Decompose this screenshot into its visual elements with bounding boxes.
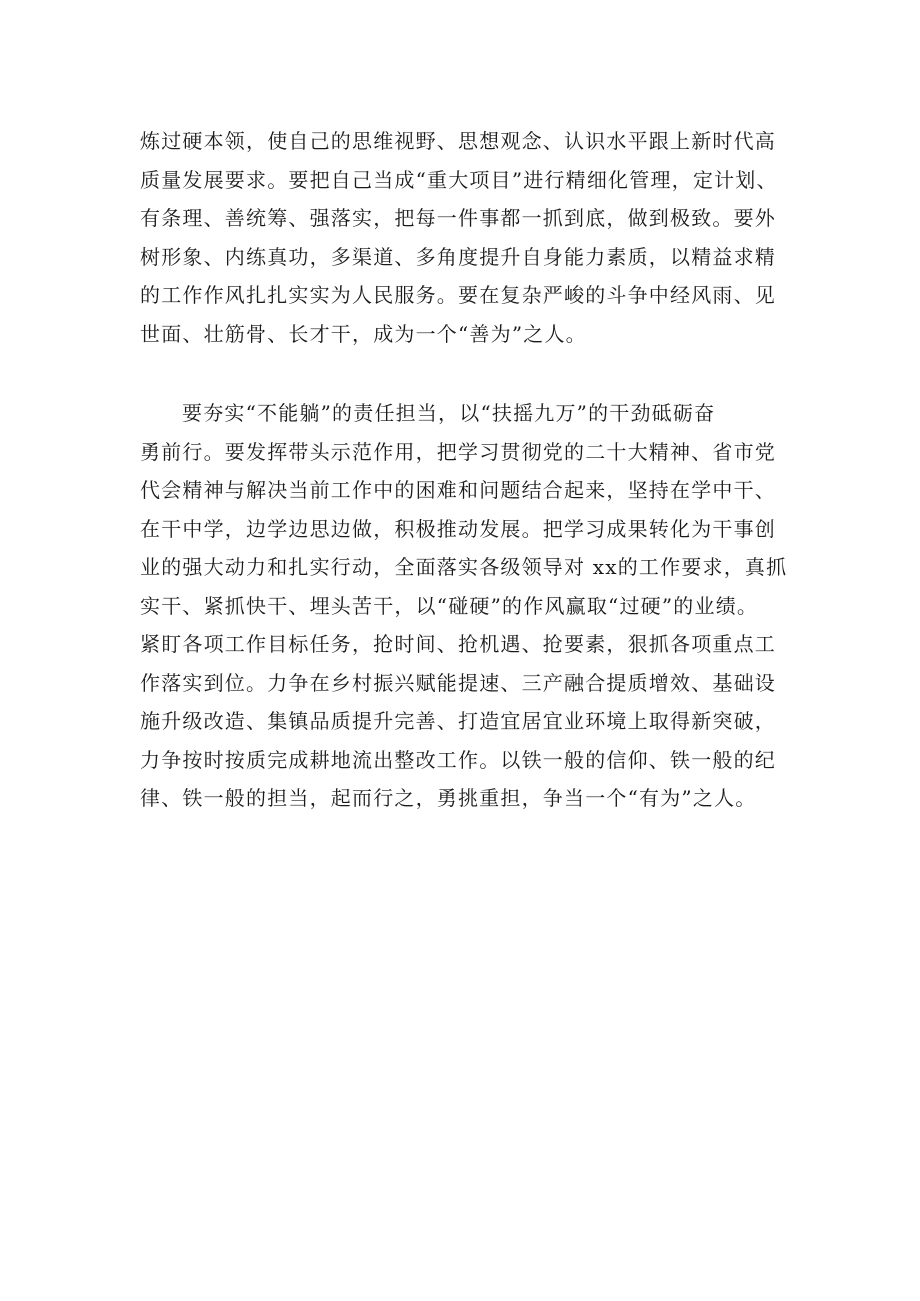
text-line: 紧盯各项工作目标任务，抢时间、抢机遇、抢要素，狠抓各项重点工 — [140, 632, 776, 656]
text-line: 律、铁一般的担当，起而行之，勇挑重担，争当一个“有为”之人。 — [140, 786, 757, 810]
text-line: 业的强大动力和扎实行动，全面落实各级领导对 xx的工作要求，真抓 — [140, 555, 788, 579]
text-line: 力争按时按质完成耕地流出整改工作。以铁一般的信仰、铁一般的纪 — [140, 747, 776, 772]
paragraph-2 — [140, 394, 810, 818]
text-line: 的工作作风扎扎实实为人民服务。要在复杂严峻的斗争中经风雨、见 — [140, 283, 776, 307]
text-line: 有条理、善统筹、强落实，把每一件事都一抓到底，做到极致。要外 — [140, 206, 776, 230]
text-line: 代会精神与解决当前工作中的困难和问题结合起来，坚持在学中干、 — [140, 478, 776, 502]
text-line: 在干中学，边学边思边做，积极推动发展。把学习成果转化为干事创 — [140, 516, 776, 541]
text-line: 施升级改造、集镇品质提升完善、打造宜居宜业环境上取得新突破， — [140, 709, 776, 733]
text-line: 实干、紧抓快干、埋头苦干，以“碰硬”的作风赢取“过硬”的业绩。 — [140, 593, 759, 618]
text-line: 勇前行。要发挥带头示范作用，把学习贯彻党的二十大精神、省市党 — [140, 439, 776, 464]
paragraph-1 — [140, 122, 810, 353]
text-line: 树形象、内练真功，多渠道、多角度提升自身能力素质，以精益求精 — [140, 244, 776, 269]
text-line: 炼过硬本领，使自己的思维视野、思想观念、认识水平跟上新时代高 — [140, 129, 776, 153]
text-line: 作落实到位。力争在乡村振兴赋能提速、三产融合提质增效、基础设 — [140, 670, 776, 695]
text-line: 质量发展要求。要把自己当成“重大项目”进行精细化管理，定计划、 — [140, 167, 778, 192]
text-line: 世面、壮筋骨、长才干，成为一个“善为”之人。 — [140, 321, 587, 346]
text-line: 要夯实“不能躺”的责任担当，以“扶摇九万”的干劲砥砺奋 — [182, 401, 716, 425]
